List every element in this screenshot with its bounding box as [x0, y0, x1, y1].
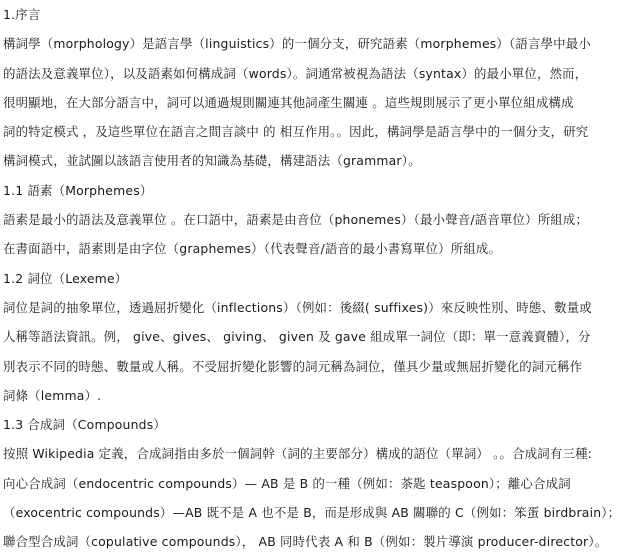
paragraph-line: 按照 Wikipedia 定義，合成詞指由多於一個詞幹（詞的主要部分）構成的語位（單詞） 。。合成詞有三種:	[3, 446, 593, 462]
paragraph-line: 詞位是詞的抽象單位，透過屈折變化（inflections）（例如：後綴( suffixes)）來反映性別、時態、數量或	[3, 299, 592, 315]
paragraph-line: 的語法及意義單位），以及語素如何構成詞（words）。詞通常被視為語法（syntax）的最小單位，然而，	[3, 65, 588, 81]
paragraph-line: 構詞模式，並試圖以該語言使用者的知識為基礎，構建語法（grammar）。	[3, 153, 421, 169]
paragraph-line: 詞條（lemma）.	[3, 387, 102, 403]
paragraph-line: 人稱等語法資訊。例， give、gives、 giving、 given 及 gave 組成單一詞位（即：單一意義賣體），分	[3, 329, 591, 345]
section-heading-preface: 1.序言	[3, 7, 41, 22]
section-heading-morphemes: 1.1 語素（Morphemes）	[3, 182, 153, 198]
paragraph-line: 在書面語中，語素則是由字位（graphemes）（代表聲音/語音的最小書寫單位）所組成。	[3, 241, 502, 257]
paragraph-line: 很明顯地，在大部分語言中，詞可以通過規則關連其他詞產生關連 。這些規則展示了更小單位組成構成	[3, 94, 574, 110]
section-heading-lexeme: 1.2 詞位（Lexeme）	[3, 270, 128, 286]
paragraph-line: 聯合型合成詞（copulative compounds）， AB 同時代表 A 和 B（例如：製片導演 producer-director）。	[3, 534, 608, 550]
paragraph-line: 向心合成詞（endocentric compounds）— AB 是 B 的一種（例如：茶匙 teaspoon）；離心合成詞	[3, 475, 571, 491]
paragraph-line: （exocentric compounds）—AB 既不是 A 也不是 B，而是形成與 AB 關聯的 C（例如：笨蛋 birdbrain）；	[3, 505, 621, 521]
paragraph-line: 別表示不同的時態、數量或人稱。不受屈折變化影響的詞元稱為詞位，僅具少量或無屈折變化的詞元稱作	[3, 358, 583, 374]
paragraph-line: 構詞學（morphology）是語言學（linguistics）的一個分支，研究語素（morphemes）（語言學中最小	[3, 36, 591, 52]
section-heading-compounds: 1.3 合成詞（Compounds）	[3, 417, 166, 433]
paragraph-line: 語素是最小的語法及意義單位 。在口語中，語素是由音位（phonemes）（最小聲音/語音單位）所組成；	[3, 212, 589, 228]
paragraph-line: 詞的特定模式 ，及這些單位在語言之間言談中 的 相互作用。。因此，構詞學是語言學中的一個分支，研究	[3, 124, 589, 140]
